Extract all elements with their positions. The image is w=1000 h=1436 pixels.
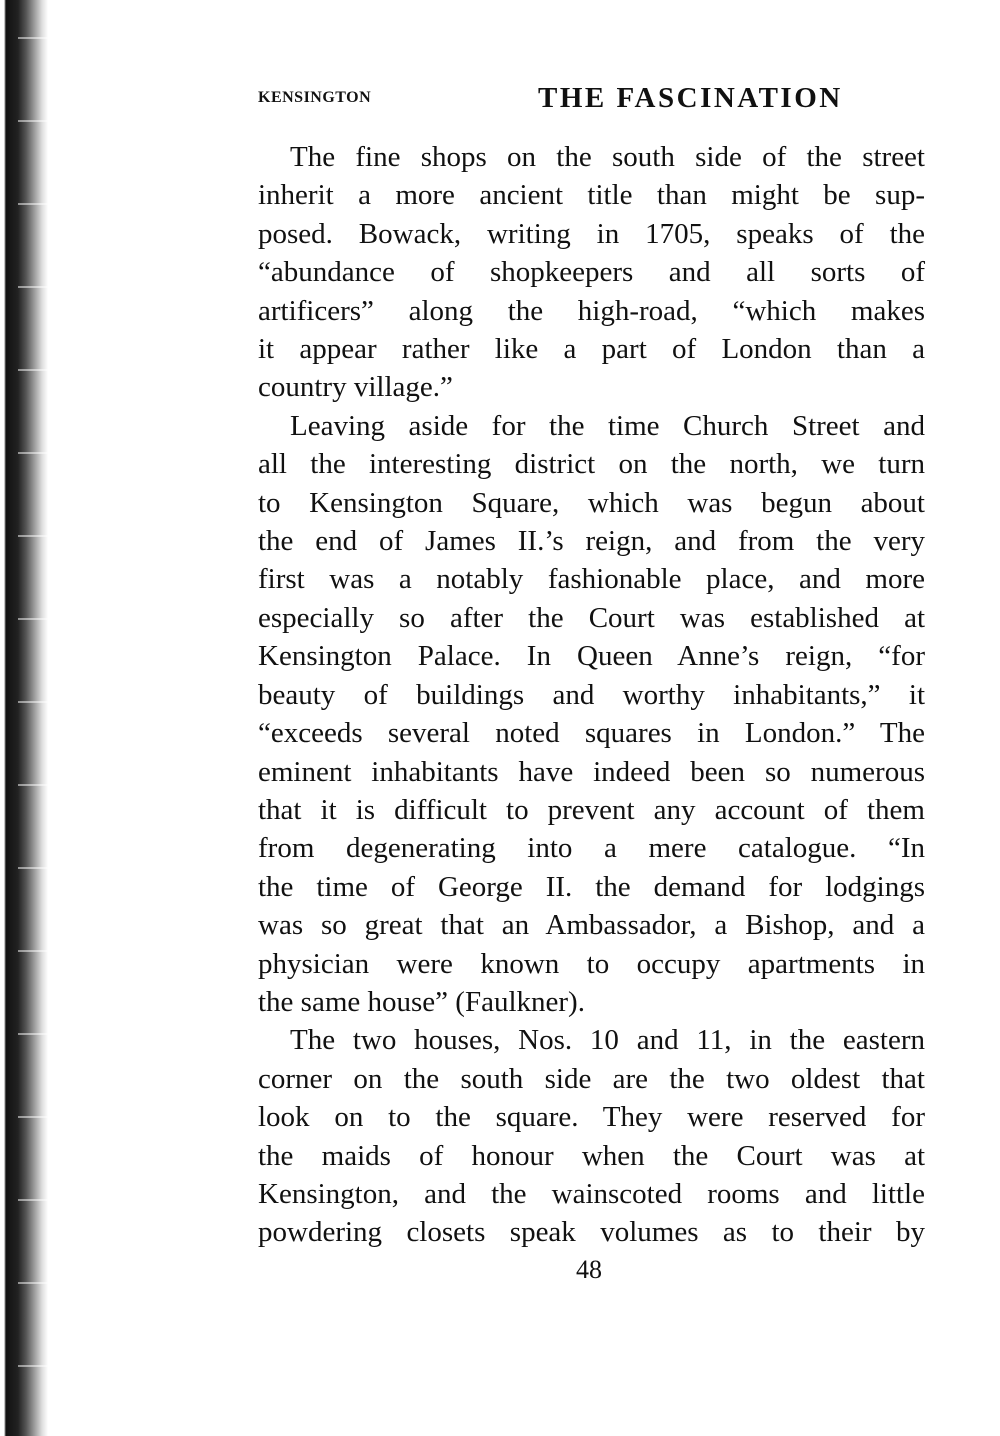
text-line: look on to the square. They were reserved for xyxy=(258,1101,925,1134)
paragraph xyxy=(258,407,925,1022)
text-line: physician were known to occupy apartments in xyxy=(258,947,925,980)
running-head-left: KENSINGTON xyxy=(258,89,372,106)
text-line: inherit a more ancient title than might be sup- xyxy=(258,179,925,212)
text-line: powdering closets speak volumes as to their by xyxy=(258,1216,925,1249)
body-text xyxy=(258,138,925,1252)
text-line: Leaving aside for the time Church Street and xyxy=(290,409,925,442)
text-line: all the interesting district on the north, we turn xyxy=(258,448,925,481)
text-line: the same house” (Faulkner). xyxy=(258,985,585,1018)
text-line: artificers” along the high-road, “which makes xyxy=(258,294,925,327)
running-head-title: THE FASCINATION xyxy=(538,82,843,114)
text-line: The two houses, Nos. 10 and 11, in the eastern xyxy=(290,1024,925,1057)
text-line: beauty of buildings and worthy inhabitants,” it xyxy=(258,678,925,711)
text-line: first was a notably fashionable place, and more xyxy=(258,563,925,596)
text-line: the end of James II.’s reign, and from the very xyxy=(258,525,925,558)
text-line: “abundance of shopkeepers and all sorts of xyxy=(258,256,925,289)
text-line: the time of George II. the demand for lodgings xyxy=(258,870,925,903)
text-line: especially so after the Court was established at xyxy=(258,601,925,634)
binding-texture xyxy=(18,0,48,1436)
text-line: the maids of honour when the Court was at xyxy=(258,1139,925,1172)
text-line: eminent inhabitants have indeed been so numerous xyxy=(258,755,925,788)
text-line: The fine shops on the south side of the street xyxy=(290,141,925,173)
text-line: was so great that an Ambassador, a Bishop, and a xyxy=(258,909,925,942)
text-line: “exceeds several noted squares in London.” The xyxy=(258,717,925,750)
text-line: to Kensington Square, which was begun about xyxy=(258,486,925,519)
page-number: 48 xyxy=(576,1255,602,1284)
paragraph xyxy=(258,1021,925,1251)
text-line: posed. Bowack, writing in 1705, speaks of the xyxy=(258,217,925,250)
text-line: that it is difficult to prevent any account of them xyxy=(258,793,925,826)
text-line: Kensington, and the wainscoted rooms and little xyxy=(258,1177,925,1210)
paragraph xyxy=(258,138,925,407)
text-line: corner on the south side are the two oldest that xyxy=(258,1062,925,1095)
text-line: from degenerating into a mere catalogue. “In xyxy=(258,832,925,865)
text-line: Kensington Palace. In Queen Anne’s reign, “for xyxy=(258,640,925,673)
text-line: country village.” xyxy=(258,371,453,404)
text-line: it appear rather like a part of London than a xyxy=(258,333,925,366)
